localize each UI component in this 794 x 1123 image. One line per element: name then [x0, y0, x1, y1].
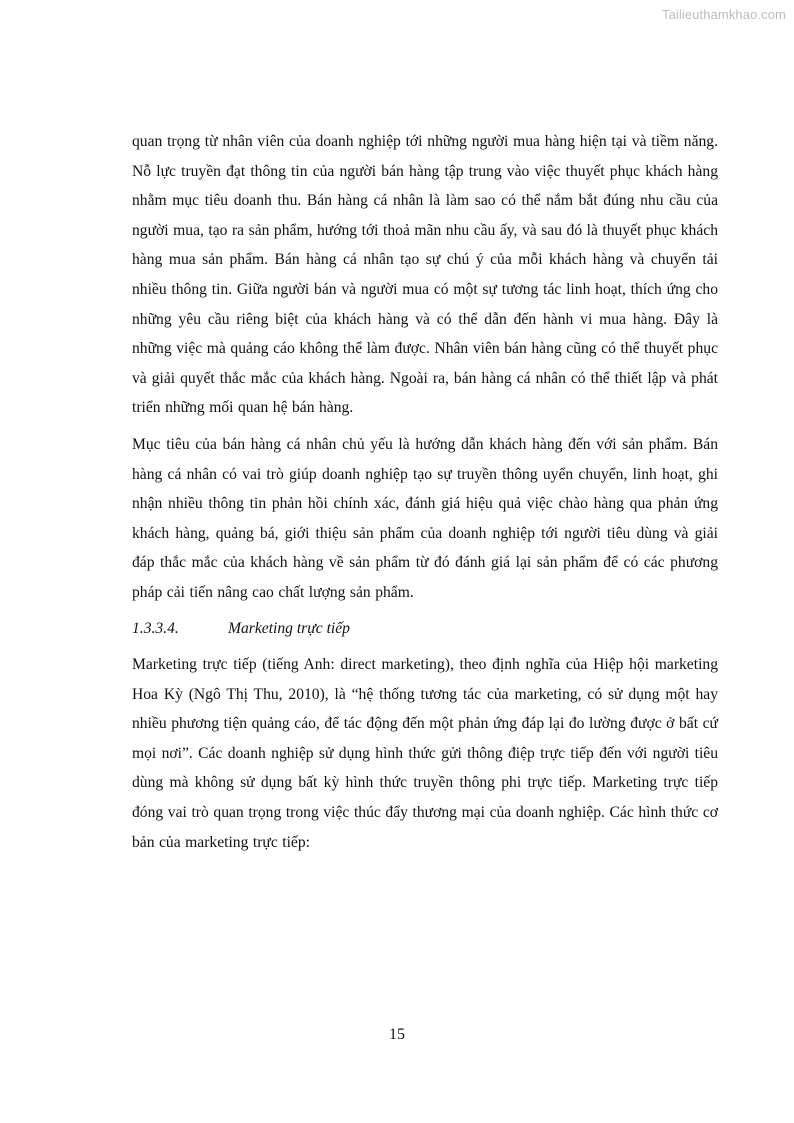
- section-heading: [132, 614, 718, 644]
- paragraph-direct-marketing: Marketing trực tiếp (tiếng Anh: direct marketing), theo định nghĩa của Hiệp hội marketing Hoa Kỳ (Ngô Thị Thu, 2010), là “hệ thống tương tác của marketing, có sử dụng một hay nhiều phương tiện quảng cáo, để tác động đến một phản ứng đáp lại đo lường được ở bất cứ mọi nơi”. Các doanh nghiệp sử dụng hình thức gửi thông điệp trực tiếp đến với người tiêu dùng mà không sử dụng bất kỳ hình thức truyền thông phi trực tiếp. Marketing trực tiếp đóng vai trò quan trọng trong việc thúc đẩy thương mại của doanh nghiệp. Các hình thức cơ bản của marketing trực tiếp:: [132, 656, 718, 851]
- page-number: 15: [389, 1026, 405, 1043]
- paragraph-personal-selling-overview: quan trọng từ nhân viên của doanh nghiệp tới những người mua hàng hiện tại và tiềm năng. Nỗ lực truyền đạt thông tin của người bán hàng tập trung vào việc thuyết phục khách hàng nhằm mục tiêu doanh thu. Bán hàng cá nhân là làm sao có thể nắm bắt đúng nhu cầu của người mua, tạo ra sản phẩm, hướng tới thoả mãn nhu cầu ấy, và sau đó là thuyết phục khách hàng mua sản phẩm. Bán hàng cá nhân tạo sự chú ý của mỗi khách hàng và chuyển tải nhiều thông tin. Giữa người bán và người mua có một sự tương tác linh hoạt, thích ứng cho những yêu cầu riêng biệt của khách hàng và có thể dẫn đến hành vi mua hàng. Đây là những việc mà quảng cáo không thể làm được. Nhân viên bán hàng cũng có thể thuyết phục và giải quyết thắc mắc của khách hàng. Ngoài ra, bán hàng cá nhân có thể thiết lập và phát triển những mối quan hệ bán hàng.: [132, 133, 718, 417]
- section-number: 1.3.3.4.: [132, 619, 179, 637]
- section-title: Marketing trực tiếp: [228, 619, 350, 637]
- paragraph-personal-selling-goals: Mục tiêu của bán hàng cá nhân chủ yếu là hướng dẫn khách hàng đến với sản phẩm. Bán hàng cá nhân có vai trò giúp doanh nghiệp tạo sự truyền thông uyển chuyển, linh hoạt, ghi nhận nhiều thông tin phản hồi chính xác, đánh giá hiệu quả việc chào hàng qua phản ứng khách hàng, quảng bá, giới thiệu sản phẩm của doanh nghiệp tới người tiêu dùng và giải đáp thắc mắc của khách hàng về sản phẩm từ đó đánh giá lại sản phẩm để có các phương pháp cải tiến nâng cao chất lượng sản phẩm.: [132, 435, 718, 601]
- page-body: [132, 127, 718, 857]
- watermark: Tailieuthamkhao.com: [661, 7, 786, 22]
